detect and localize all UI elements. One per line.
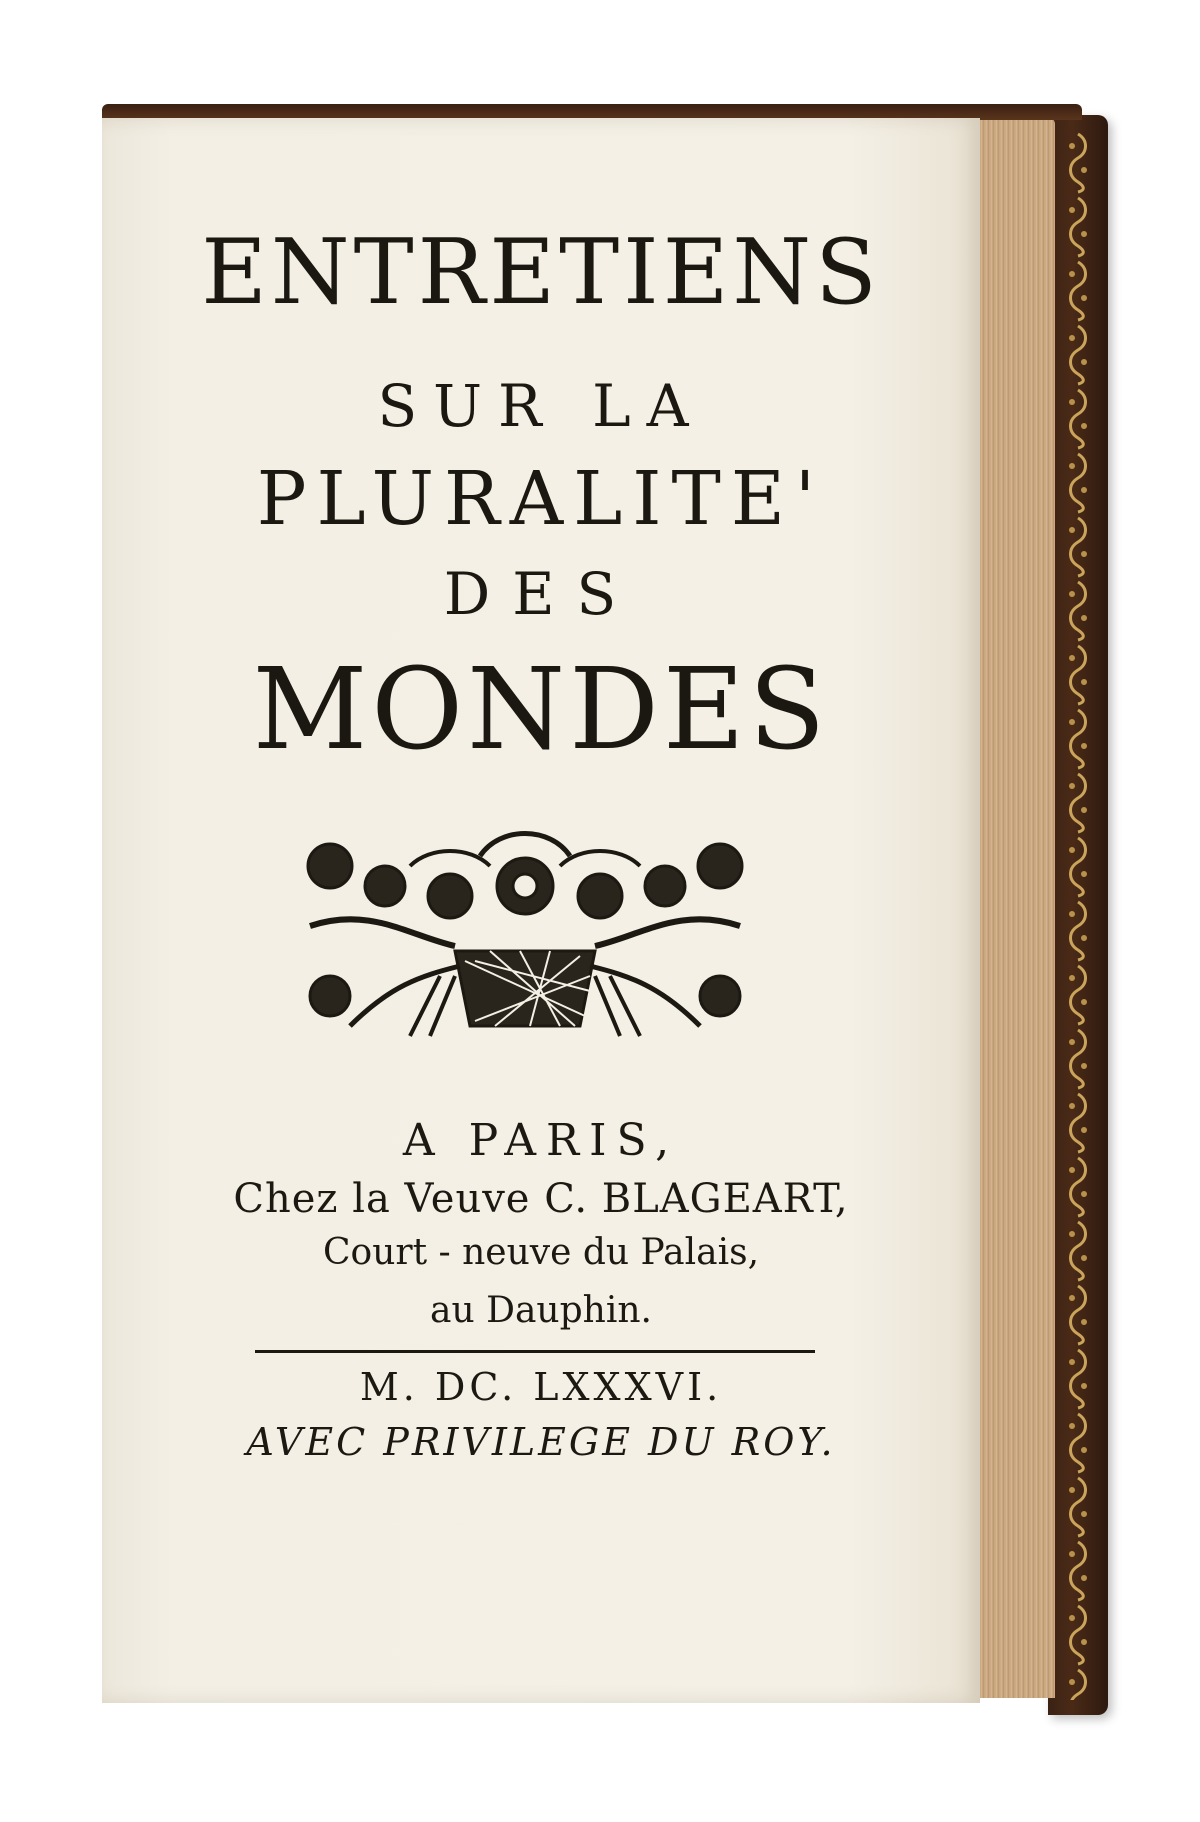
page-fore-edge <box>975 118 1055 1698</box>
title-line-mondes: MONDES <box>252 645 830 775</box>
title-line-sur-la: SUR LA <box>377 372 705 440</box>
title-line-des: DES <box>443 560 639 628</box>
imprint-privilege: AVEC PRIVILEGE DU ROY. <box>246 1420 836 1464</box>
imprint-rule <box>255 1350 815 1353</box>
flower-basket-woodcut-icon <box>290 826 760 1044</box>
title-line-entretiens: ENTRETIENS <box>201 220 881 325</box>
imprint-publisher: Chez la Veuve C. BLAGEART, <box>233 1176 849 1222</box>
imprint-date: M. DC. LXXXVI. <box>359 1365 723 1409</box>
title-line-pluralite: PLURALITE' <box>256 456 826 542</box>
imprint-address: Court - neuve du Palais, <box>322 1232 760 1273</box>
imprint-place: A PARIS, <box>402 1115 680 1166</box>
imprint-sign: au Dauphin. <box>430 1290 652 1331</box>
gilt-border-ornament <box>1062 130 1094 1700</box>
